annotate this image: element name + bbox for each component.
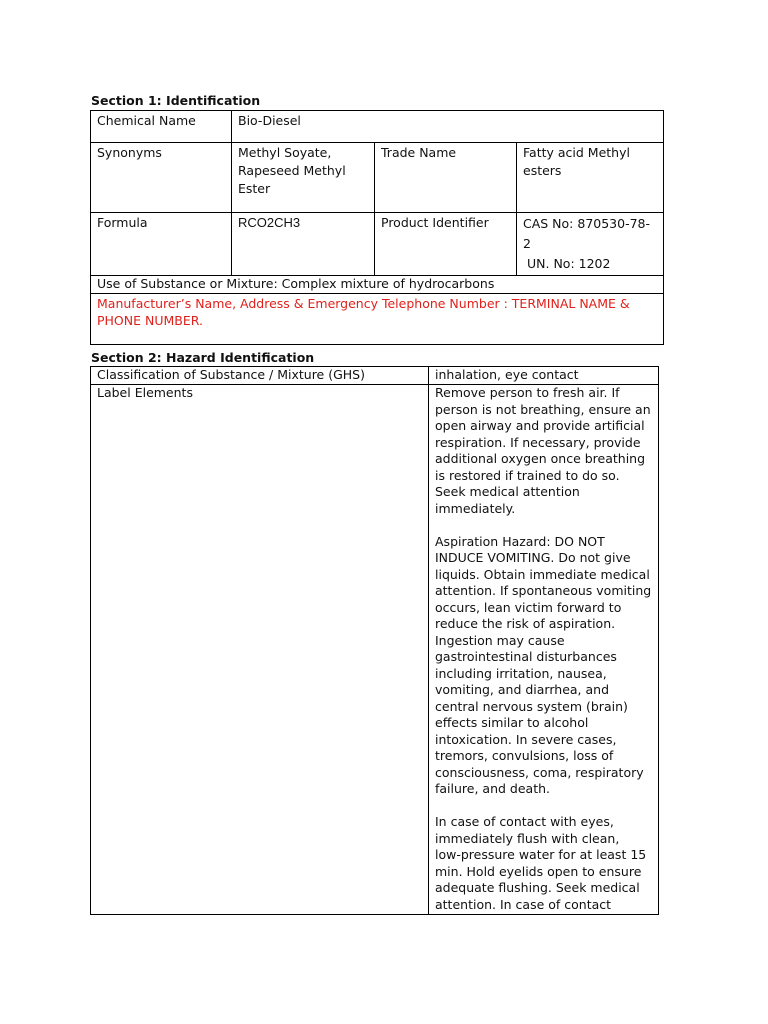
table-row xyxy=(91,294,664,345)
text-line: effects similar to alcohol xyxy=(435,715,589,730)
text-line: including irritation, nausea, xyxy=(435,665,607,681)
text-line: In case of contact with eyes, xyxy=(435,814,614,829)
text-line: open airway and provide artificial xyxy=(435,418,645,433)
manufacturer-info xyxy=(91,294,664,345)
text-line: vomiting, and diarrhea, and xyxy=(435,682,610,697)
text-line: Seek medical attention xyxy=(435,484,580,499)
label-elements-label: Label Elements xyxy=(91,385,429,915)
text-line: low-pressure water for at least 15 xyxy=(435,847,647,862)
table-row xyxy=(91,213,664,276)
formula-value: RCO2CH3 xyxy=(232,213,375,276)
text-line: Aspiration Hazard: DO NOT xyxy=(435,533,605,549)
formula-label: Formula xyxy=(91,213,232,276)
text-line: immediately flush with clean, xyxy=(435,830,620,846)
text-line: is restored if trained to do so. xyxy=(435,467,620,483)
manufacturer-line: PHONE NUMBER. xyxy=(97,313,203,328)
use-of-substance: Use of Substance or Mixture: Complex mixture of hydrocarbons xyxy=(91,276,664,294)
first-aid-inhalation xyxy=(435,385,652,517)
table-row xyxy=(91,385,659,915)
first-aid-eye-contact xyxy=(435,814,652,913)
section1-title: Section 1: Identification xyxy=(91,93,261,108)
trade-name-line: Fatty acid Methyl xyxy=(523,145,630,160)
text-line: min. Hold eyelids open to ensure xyxy=(435,863,642,879)
first-aid-aspiration xyxy=(435,534,652,798)
label-elements-value xyxy=(429,385,659,915)
text-line: liquids. Obtain immediate medical xyxy=(435,566,650,582)
product-identifier-value xyxy=(517,213,664,276)
text-line: immediately. xyxy=(435,500,516,516)
text-line: respiration. If necessary, provide xyxy=(435,434,641,450)
un-number: UN. No: 1202 xyxy=(527,256,611,271)
text-line: occurs, lean victim forward to xyxy=(435,599,622,615)
identification-table xyxy=(90,110,664,345)
text-line: person is not breathing, ensure an xyxy=(435,401,651,417)
trade-name-line: esters xyxy=(523,163,562,178)
chemical-name-label: Chemical Name xyxy=(91,111,232,143)
synonyms-line: Ester xyxy=(238,181,271,196)
text-line: additional oxygen once breathing xyxy=(435,451,646,466)
text-line: gastrointestinal disturbances xyxy=(435,649,617,664)
text-line: intoxication. In severe cases, xyxy=(435,731,617,747)
text-line: consciousness, coma, respiratory xyxy=(435,764,644,780)
text-line: reduce the risk of aspiration. xyxy=(435,616,616,631)
text-line: central nervous system (brain) xyxy=(435,698,628,714)
text-line: adequate flushing. Seek medical xyxy=(435,880,640,895)
text-line: tremors, convulsions, loss of xyxy=(435,748,614,763)
table-row xyxy=(91,367,659,385)
manufacturer-line: Manufacturer’s Name, Address & Emergency Telephone Number : TERMINAL NAME & xyxy=(97,296,630,311)
text-line: Ingestion may cause xyxy=(435,632,565,648)
product-identifier-label: Product Identifier xyxy=(375,213,517,276)
table-row xyxy=(91,143,664,213)
synonyms-value xyxy=(232,143,375,213)
trade-name-value xyxy=(517,143,664,213)
table-row xyxy=(91,276,664,294)
synonyms-label: Synonyms xyxy=(91,143,232,213)
table-row xyxy=(91,111,664,143)
synonyms-line: Methyl Soyate, xyxy=(238,145,332,160)
section2-title: Section 2: Hazard Identification xyxy=(91,350,315,365)
classification-label: Classification of Substance / Mixture (GHS) xyxy=(91,367,429,385)
cas-number: CAS No: 870530-78-2 xyxy=(523,216,651,251)
synonyms-line: Rapeseed Methyl xyxy=(238,163,346,178)
text-line: Remove person to fresh air. If xyxy=(435,385,620,400)
text-line: attention. If spontaneous vomiting xyxy=(435,583,652,598)
chemical-name-value: Bio-Diesel xyxy=(232,111,664,143)
classification-value: inhalation, eye contact xyxy=(429,367,659,385)
text-line: failure, and death. xyxy=(435,781,551,796)
trade-name-label: Trade Name xyxy=(375,143,517,213)
text-line: INDUCE VOMITING. Do not give xyxy=(435,550,631,565)
hazard-table xyxy=(90,366,659,915)
text-line: attention. In case of contact xyxy=(435,896,612,912)
